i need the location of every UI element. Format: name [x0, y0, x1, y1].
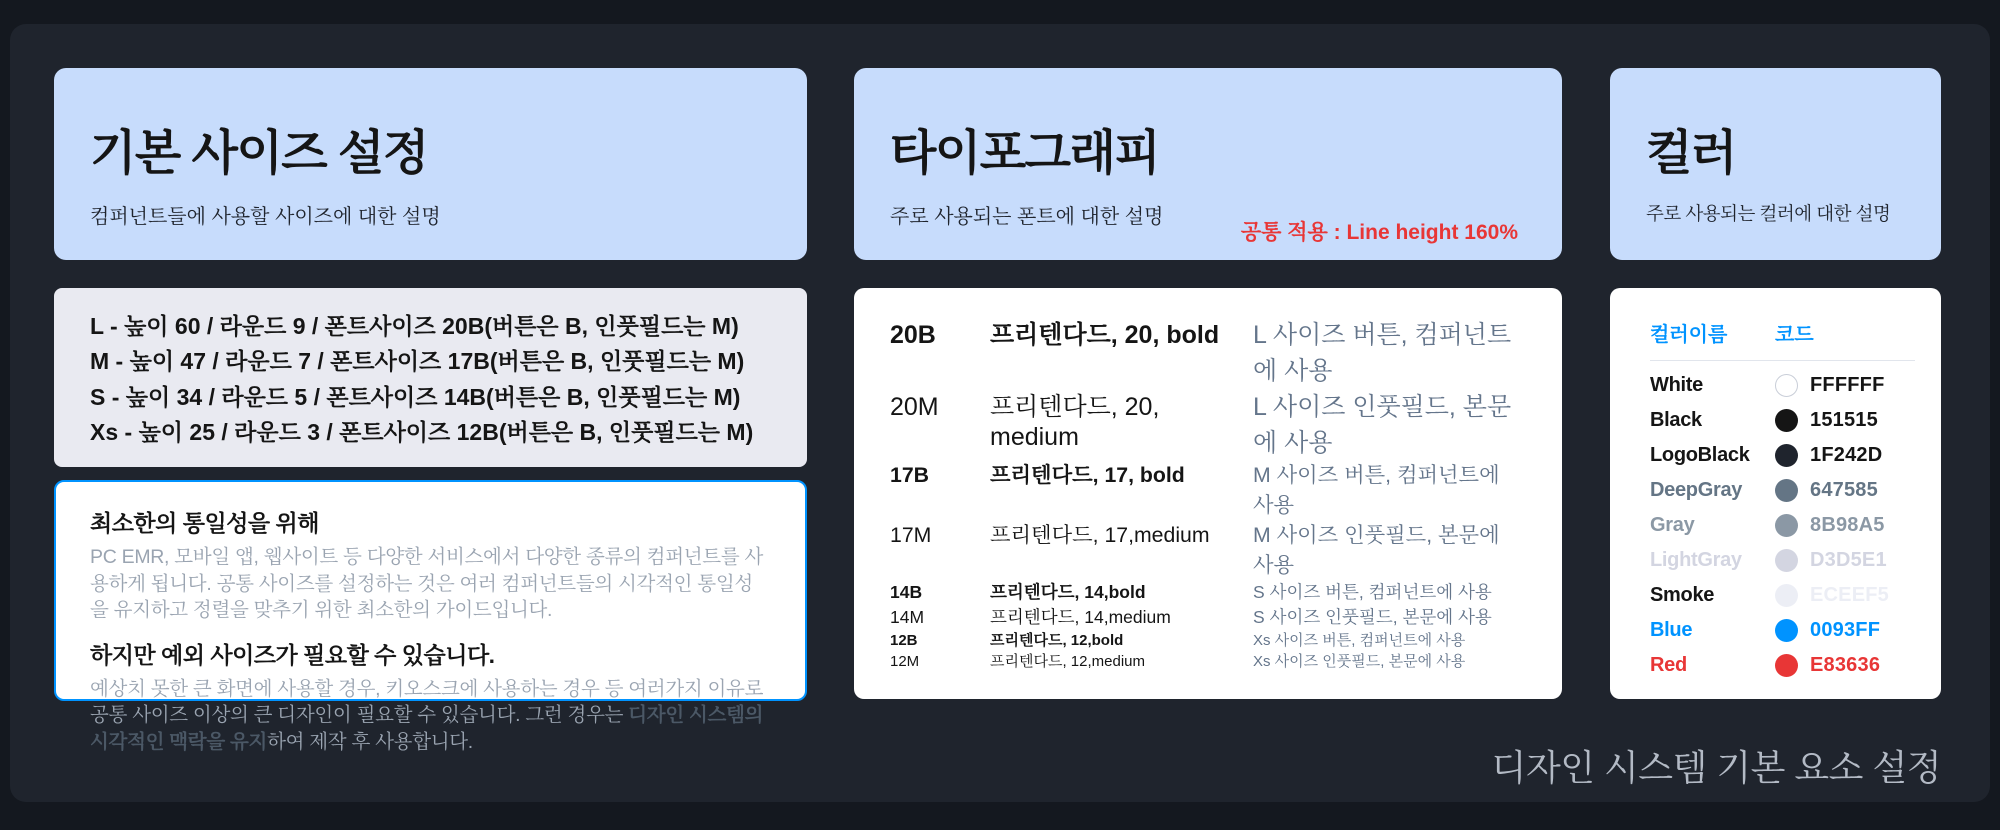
typography-row-label: 17M	[890, 523, 932, 547]
typography-row-font-spec: 프리텐다드, 20, medium	[990, 393, 1160, 451]
color-row	[1650, 438, 1915, 473]
guideline-body-2-emphasis: 디자인 시스템의 시각적인 맥락을 유지	[90, 704, 764, 753]
color-name: LightGray	[1650, 549, 1742, 571]
color-code-header: 코드	[1775, 324, 1814, 346]
color-name-header: 컬러이름	[1650, 324, 1728, 346]
typography-row-font-spec: 프리텐다드, 14,medium	[990, 607, 1171, 627]
color-hex-code: 1F242D	[1810, 444, 1883, 466]
color-name: White	[1650, 374, 1703, 396]
color-panel-title: 컬러	[1646, 127, 1736, 180]
size-panel-title: 기본 사이즈 설정	[90, 127, 428, 180]
typography-row-usage: S 사이즈 버튼, 컴퍼넌트에 사용	[1253, 582, 1492, 602]
color-name: Black	[1650, 409, 1702, 431]
color-swatch-circle	[1775, 654, 1798, 677]
guideline-body-2-post: 하여 제작 후 사용합니다.	[267, 730, 473, 753]
color-swatch-circle	[1775, 549, 1798, 572]
board-caption: 디자인 시스템 기본 요소 설정	[1491, 747, 1941, 788]
typography-row	[890, 387, 1526, 459]
size-panel	[54, 68, 807, 753]
typography-row-font-spec: 프리텐다드, 12,medium	[990, 653, 1145, 670]
guideline-heading-2: 하지만 예외 사이즈가 필요할 수 있습니다.	[90, 641, 495, 668]
color-row	[1650, 648, 1915, 683]
typography-row	[890, 579, 1526, 604]
color-swatch-circle	[1775, 374, 1798, 397]
color-name: LogoBlack	[1650, 444, 1750, 466]
typography-panel-header-card	[854, 68, 1562, 260]
color-name: Blue	[1650, 619, 1693, 641]
color-swatch-circle	[1775, 584, 1798, 607]
typography-row-font-spec: 프리텐다드, 14,bold	[990, 582, 1146, 602]
typography-row-label: 12B	[890, 632, 918, 649]
color-hex-code: ECEEF5	[1810, 584, 1890, 606]
color-row	[1650, 473, 1915, 508]
color-hex-code: 647585	[1810, 479, 1878, 501]
size-spec-list	[54, 288, 807, 467]
color-row	[1650, 578, 1915, 613]
typography-row-font-spec: 프리텐다드, 12,bold	[990, 632, 1124, 649]
typography-row-label: 14B	[890, 582, 923, 602]
typography-row-usage: L 사이즈 버튼, 컴퍼넌트에 사용	[1253, 321, 1512, 385]
typography-row	[890, 650, 1526, 671]
typography-row-usage: Xs 사이즈 버튼, 컴퍼넌트에 사용	[1253, 632, 1466, 649]
color-row	[1650, 543, 1915, 578]
guideline-heading-1: 최소한의 통일성을 위해	[90, 510, 319, 536]
typography-panel-subtitle: 주로 사용되는 폰트에 대한 설명	[890, 206, 1164, 228]
size-spec-line: S - 높이 34 / 라운드 5 / 폰트사이즈 14B(버튼은 B, 인풋필드는 M)	[90, 383, 741, 410]
typography-row	[890, 315, 1526, 387]
color-table	[1610, 288, 1941, 699]
size-spec-line: L - 높이 60 / 라운드 9 / 폰트사이즈 20B(버튼은 B, 인풋필드는 M)	[90, 313, 739, 339]
color-row	[1650, 508, 1915, 543]
typography-row-usage: Xs 사이즈 인풋필드, 본문에 사용	[1253, 653, 1466, 670]
guideline-body-2	[90, 676, 771, 756]
typography-row	[890, 629, 1526, 650]
color-swatch-circle	[1775, 444, 1798, 467]
typography-row-usage: L 사이즈 인풋필드, 본문에 사용	[1253, 393, 1512, 457]
color-panel-header-card	[1610, 68, 1941, 260]
size-panel-subtitle: 컴퍼넌트들에 사용할 사이즈에 대한 설명	[90, 206, 441, 228]
typography-panel-title: 타이포그래피	[890, 127, 1160, 180]
color-swatch-circle	[1775, 619, 1798, 642]
color-row	[1650, 368, 1915, 403]
typography-row	[890, 604, 1526, 629]
typography-row	[890, 459, 1526, 519]
typography-table	[854, 288, 1562, 699]
size-spec-line: M - 높이 47 / 라운드 7 / 폰트사이즈 17B(버튼은 B, 인풋필드는 M)	[90, 348, 745, 375]
typography-row-usage: S 사이즈 인풋필드, 본문에 사용	[1253, 607, 1492, 627]
color-row	[1650, 613, 1915, 648]
size-guideline-card	[54, 480, 807, 753]
typography-row-font-spec: 프리텐다드, 17,medium	[990, 523, 1210, 547]
typography-row-usage: M 사이즈 인풋필드, 본문에 사용	[1253, 523, 1500, 577]
typography-row-label: 20M	[890, 393, 939, 421]
typography-row-font-spec: 프리텐다드, 17, bold	[990, 463, 1185, 487]
line-height-note: 공통 적용 : Line height 160%	[1240, 221, 1518, 244]
color-table-header	[1650, 318, 1915, 347]
color-name: Smoke	[1650, 584, 1715, 606]
size-spec-line: Xs - 높이 25 / 라운드 3 / 폰트사이즈 12B(버튼은 B, 인풋필드는 M)	[90, 418, 754, 445]
color-row	[1650, 403, 1915, 438]
color-hex-code: D3D5E1	[1810, 549, 1887, 571]
guideline-body-2-pre: 예상치 못한 큰 화면에 사용할 경우, 키오스크에 사용하는 경우 등 여러가지 이유로 공통 사이즈 이상의 큰 디자인이 필요할 수 있습니다. 그런 경우는	[90, 677, 764, 726]
typography-row-label: 14M	[890, 607, 925, 627]
color-hex-code: FFFFFF	[1810, 374, 1885, 396]
color-swatch-circle	[1775, 409, 1798, 432]
typography-row	[890, 519, 1526, 579]
color-hex-code: 151515	[1810, 409, 1878, 431]
color-swatch-circle	[1775, 479, 1798, 502]
typography-row-label: 20B	[890, 321, 936, 349]
color-panel	[1610, 68, 1941, 699]
size-panel-header-card	[54, 68, 807, 260]
color-name: Red	[1650, 654, 1687, 676]
typography-row-usage: M 사이즈 버튼, 컴퍼넌트에 사용	[1253, 463, 1500, 517]
color-name: DeepGray	[1650, 479, 1743, 501]
color-swatch-circle	[1775, 514, 1798, 537]
typography-panel	[854, 68, 1562, 699]
color-table-divider	[1650, 360, 1915, 361]
guideline-body-1: PC EMR, 모바일 앱, 웹사이트 등 다양한 서비스에서 다양한 종류의 컴퍼넌트를 사용하게 됩니다. 공통 사이즈를 설정하는 것은 여러 컴퍼넌트들의 시각적인 통일성을 유지하고 정렬을 맞추기 위한 최소한의 가이드입니다.	[90, 546, 764, 621]
color-name: Gray	[1650, 514, 1695, 536]
typography-row-font-spec: 프리텐다드, 20, bold	[990, 321, 1220, 349]
color-hex-code: E83636	[1810, 654, 1881, 676]
typography-row-label: 12M	[890, 653, 920, 670]
color-hex-code: 0093FF	[1810, 619, 1881, 641]
color-rows	[1650, 368, 1915, 683]
typography-row-label: 17B	[890, 463, 929, 487]
color-hex-code: 8B98A5	[1810, 514, 1885, 536]
color-panel-subtitle: 주로 사용되는 컬러에 대한 설명	[1646, 203, 1891, 224]
